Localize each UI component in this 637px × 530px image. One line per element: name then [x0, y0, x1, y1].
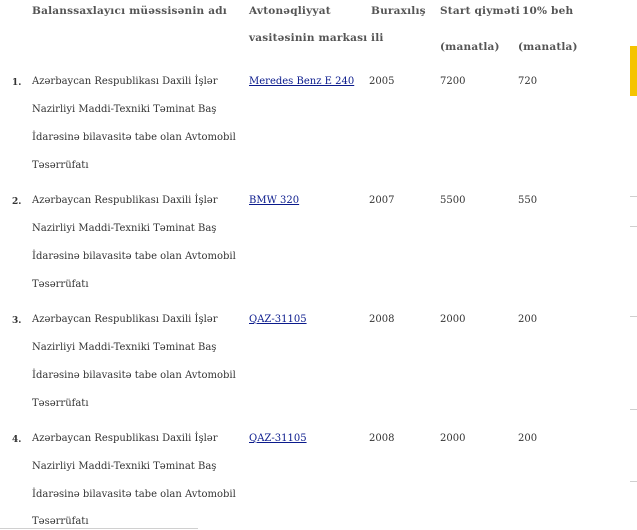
owner-line: Azərbaycan Respublikası Daxili İşlər [32, 433, 218, 444]
year-cell: 2007 [369, 195, 395, 206]
header-start-price-line2: (manatla) [440, 41, 500, 53]
owner-line: Nazirliyi Maddi-Texniki Təminat Baş [32, 342, 217, 353]
row-number: 1. [12, 78, 22, 88]
owner-line: Nazirliyi Maddi-Texniki Təminat Baş [32, 104, 217, 115]
year-cell: 2008 [369, 314, 395, 325]
owner-line: Təsərrüfatı [32, 398, 89, 409]
deposit-cell: 720 [518, 76, 538, 87]
vehicle-link[interactable]: QAZ-31105 [249, 433, 307, 444]
year-cell: 2008 [369, 433, 395, 444]
row-number: 2. [12, 197, 22, 207]
year-cell: 2005 [369, 76, 395, 87]
row-number: 3. [12, 316, 22, 326]
vehicle-link[interactable]: QAZ-31105 [249, 314, 307, 325]
owner-line: Təsərrüfatı [32, 160, 89, 171]
owner-line: Təsərrüfatı [32, 516, 89, 527]
bottom-divider [0, 528, 198, 529]
row-number: 4. [12, 435, 22, 445]
owner-line: İdarəsinə bilavasitə tabe olan Avtomobil [32, 251, 236, 262]
owner-line: İdarəsinə bilavasitə tabe olan Avtomobil [32, 489, 236, 500]
start-price-cell: 2000 [440, 433, 466, 444]
scroll-position-marker[interactable] [630, 46, 637, 96]
owner-line: Nazirliyi Maddi-Texniki Təminat Baş [32, 461, 217, 472]
owner-line: Azərbaycan Respublikası Daxili İşlər [32, 76, 218, 87]
owner-line: Azərbaycan Respublikası Daxili İşlər [32, 195, 218, 206]
edge-divider [630, 226, 637, 227]
edge-divider [630, 409, 637, 410]
owner-line: Nazirliyi Maddi-Texniki Təminat Baş [32, 223, 217, 234]
owner-line: İdarəsinə bilavasitə tabe olan Avtomobil [32, 132, 236, 143]
start-price-cell: 7200 [440, 76, 466, 87]
header-deposit-line1: 10% beh [522, 5, 574, 17]
owner-line: Azərbaycan Respublikası Daxili İşlər [32, 314, 218, 325]
header-start-price-line1: Start qiyməti [440, 5, 520, 17]
deposit-cell: 200 [518, 433, 538, 444]
owner-line: Təsərrüfatı [32, 279, 89, 290]
owner-line: İdarəsinə bilavasitə tabe olan Avtomobil [32, 370, 236, 381]
header-deposit-line2: (manatla) [518, 41, 578, 53]
edge-divider [630, 316, 637, 317]
header-year-line2: ili [371, 32, 384, 44]
vehicle-link[interactable]: Meredes Benz E 240 [249, 76, 355, 87]
edge-divider [630, 196, 637, 197]
header-owner: Balanssaxlayıcı müəssisənin adı [32, 5, 227, 17]
header-vehicle-line2: vasitəsinin markası [249, 32, 368, 44]
edge-divider [630, 481, 637, 482]
deposit-cell: 200 [518, 314, 538, 325]
start-price-cell: 2000 [440, 314, 466, 325]
deposit-cell: 550 [518, 195, 538, 206]
header-year-line1: Buraxılış [371, 5, 426, 17]
vehicle-link[interactable]: BMW 320 [249, 195, 300, 206]
header-vehicle-line1: Avtonəqliyyat [249, 5, 331, 17]
start-price-cell: 5500 [440, 195, 466, 206]
